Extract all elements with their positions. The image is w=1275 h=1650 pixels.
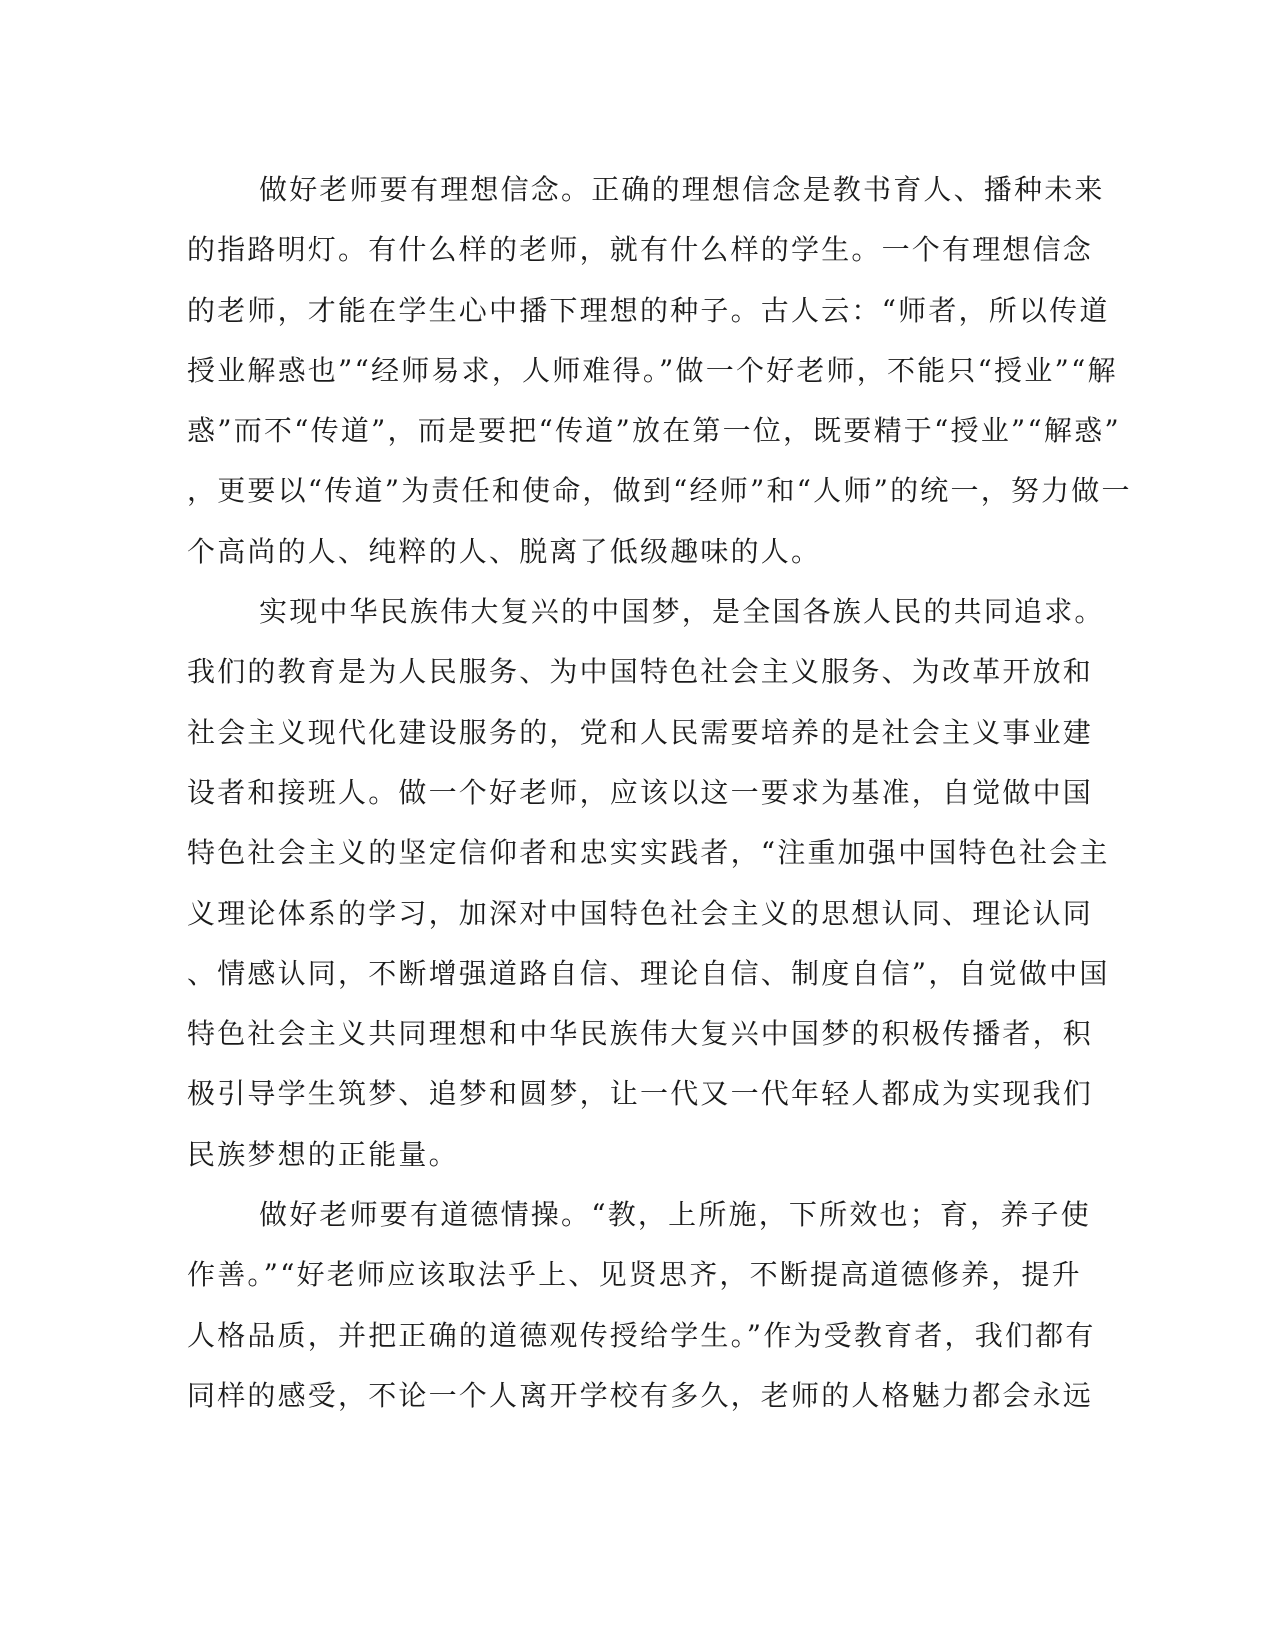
paragraph-2-line-9: 极引导学生筑梦、追梦和圆梦，让一代又一代年轻人都成为实现我们	[187, 1077, 1094, 1111]
paragraph-1-line-5: 惑”而不“传道”，而是要把“传道”放在第一位，既要精于“授业”“解惑”	[187, 414, 1121, 448]
paragraph-2-line-10: 民族梦想的正能量。	[187, 1137, 459, 1171]
paragraph-3-line-4: 同样的感受，不论一个人离开学校有多久，老师的人格魅力都会永远	[187, 1378, 1094, 1412]
paragraph-2-line-1: 实现中华民族伟大复兴的中国梦，是全国各族人民的共同追求。	[259, 595, 1105, 629]
paragraph-2-line-7: 、情感认同，不断增强道路自信、理论自信、制度自信”，自觉做中国	[187, 956, 1110, 990]
body-text	[187, 160, 1132, 1426]
paragraph-2-line-3: 社会主义现代化建设服务的，党和人民需要培养的是社会主义事业建	[187, 715, 1094, 749]
paragraph-3-line-2: 作善。”“好老师应该取法乎上、见贤思齐，不断提高道德修养，提升	[187, 1258, 1082, 1292]
paragraph-1-line-7: 个高尚的人、纯粹的人、脱离了低级趣味的人。	[187, 534, 822, 568]
paragraph-2-line-6: 义理论体系的学习，加深对中国特色社会主义的思想认同、理论认同	[187, 896, 1094, 930]
paragraph-3-line-3: 人格品质，并把正确的道德观传授给学生。”作为受教育者，我们都有	[187, 1318, 1096, 1352]
paragraph-3-line-1: 做好老师要有道德情操。“教，上所施，下所效也；育，养子使	[259, 1198, 1091, 1232]
paragraph-1-line-3: 的老师，才能在学生心中播下理想的种子。古人云：“师者，所以传道	[187, 293, 1110, 327]
paragraph-2-line-4: 设者和接班人。做一个好老师，应该以这一要求为基准，自觉做中国	[187, 775, 1094, 809]
paragraph-2-line-2: 我们的教育是为人民服务、为中国特色社会主义服务、为改革开放和	[187, 655, 1094, 689]
paragraph-2-line-5: 特色社会主义的坚定信仰者和忠实实践者，“注重加强中国特色社会主	[187, 836, 1110, 870]
paragraph-1-line-1: 做好老师要有理想信念。正确的理想信念是教书育人、播种未来	[259, 173, 1105, 206]
paragraph-2-line-8: 特色社会主义共同理想和中华民族伟大复兴中国梦的积极传播者，积	[187, 1017, 1094, 1051]
paragraph-1-line-4: 授业解惑也”“经师易求，人师难得。”做一个好老师，不能只“授业”“解	[187, 353, 1118, 387]
paragraph-1-line-6: ，更要以“传道”为责任和使命，做到“经师”和“人师”的统一，努力做一	[187, 474, 1132, 508]
paragraph-1-line-2: 的指路明灯。有什么样的老师，就有什么样的学生。一个有理想信念	[187, 233, 1094, 267]
